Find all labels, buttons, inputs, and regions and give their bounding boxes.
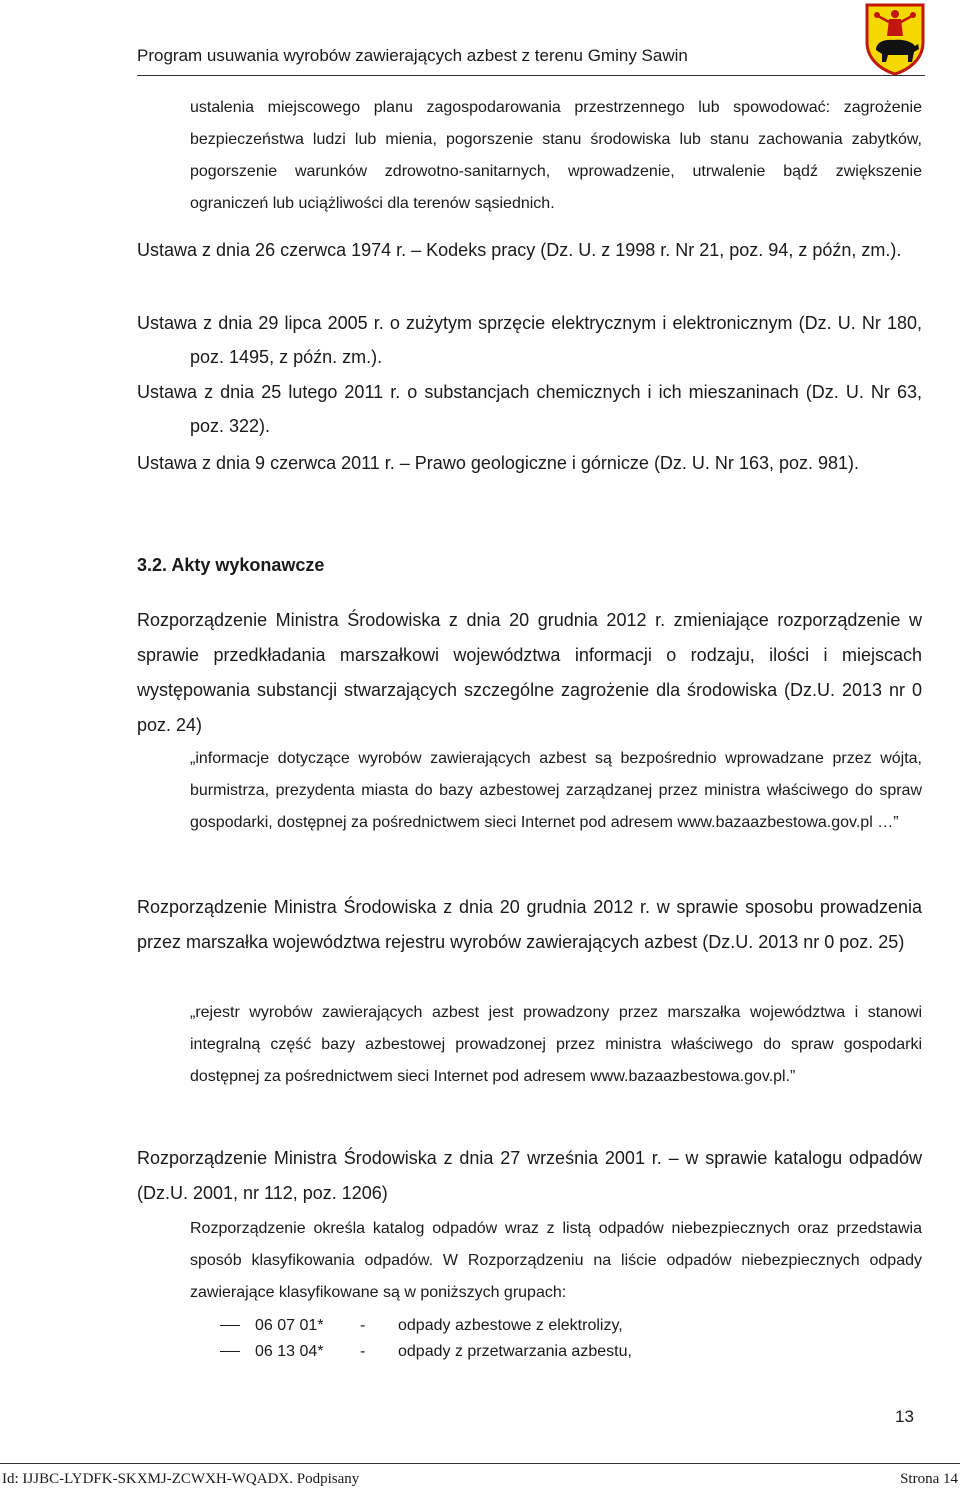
waste-code: 06 13 04* [255,1343,324,1360]
regulation-quote: „informacje dotyczące wyrobów zawierających azbest są bezpośrednio wprowadzane przez wójta, burmistrza, prezydenta miasta do bazy azbestowej zarządzanej przez ministra właściwego do spraw gospodarki, dostępnej za pośrednictwem sieci Internet pod adresem www.bazaazbestowa.gov.pl …” [190,750,922,831]
coat-of-arms-icon [864,2,926,76]
act-item: Ustawa z dnia 29 lipca 2005 r. o zużytym sprzęcie elektrycznym i elektronicznym (Dz. U. Nr 180, poz. 1495, z późn. zm.). [137,313,922,367]
list-dash [220,1351,240,1352]
list-dash [220,1325,240,1326]
act-item: Ustawa z dnia 25 lutego 2011 r. o substancjach chemicznych i ich mieszaninach (Dz. U. Nr 63, poz. 322). [137,382,922,436]
page-number: 13 [895,1407,914,1426]
footer-rule [0,1463,960,1464]
waste-code-description: odpady z przetwarzania azbestu, [398,1343,632,1360]
act-item: Ustawa z dnia 9 czerwca 2011 r. – Prawo geologiczne i górnicze (Dz. U. Nr 163, poz. 981). [137,453,860,473]
intro-paragraph: ustalenia miejscowego planu zagospodarowania przestrzennego lub spowodować: zagrożenie bezpieczeństwa ludzi lub mienia, pogorszenie stanu środowiska lub stanu zachowania zabytków, pogorszenie warunków zdrowotno-sanitarnych, wprowadzenie, utrwalenie bądź zwiększenie ograniczeń lub uciążliwości dla terenów sąsiednich. [190,99,922,212]
header-rule [137,75,925,76]
waste-code: 06 07 01* [255,1317,324,1334]
regulation-text: Rozporządzenie Ministra Środowiska z dnia 20 grudnia 2012 r. w sprawie sposobu prowadzenia przez marszałka województwa rejestru wyrobów zawierających azbest (Dz.U. 2013 nr 0 poz. 25) [137,897,922,952]
footer-page-label: Strona 14 [900,1471,958,1487]
regulation-quote: Rozporządzenie określa katalog odpadów wraz z listą odpadów niebezpiecznych oraz przedstawia sposób klasyfikowania odpadów. W Rozporządzeniu na liście odpadów niebezpiecznych odpady zawierające klasyfikowane są w poniższych grupach: [190,1220,922,1301]
waste-code-separator: - [360,1343,366,1360]
waste-code-description: odpady azbestowe z elektrolizy, [398,1317,623,1334]
footer-document-id: Id: IJJBC-LYDFK-SKXMJ-ZCWXH-WQADX. Podpisany [2,1471,360,1487]
document-header-title: Program usuwania wyrobów zawierających azbest z terenu Gminy Sawin [137,46,688,65]
regulation-quote: „rejestr wyrobów zawierających azbest jest prowadzony przez marszałka województwa i stanowi integralną część bazy azbestowej prowadzonej przez ministra właściwego do spraw gospodarki dostępnej za pośrednictwem sieci Internet pod adresem www.bazaazbestowa.gov.pl.” [190,1004,922,1085]
regulation-text: Rozporządzenie Ministra Środowiska z dnia 27 września 2001 r. – w sprawie katalogu odpadów (Dz.U. 2001, nr 112, poz. 1206) [137,1148,922,1203]
regulation-text: Rozporządzenie Ministra Środowiska z dnia 20 grudnia 2012 r. zmieniające rozporządzenie w sprawie przedkładania marszałkowi województwa informacji o rodzaju, ilości i miejscach występowania substancji stwarzających szczególne zagrożenie dla środowiska (Dz.U. 2013 nr 0 poz. 24) [137,610,922,735]
waste-code-separator: - [360,1317,366,1334]
act-item: Ustawa z dnia 26 czerwca 1974 r. – Kodeks pracy (Dz. U. z 1998 r. Nr 21, poz. 94, z późn, zm.). [137,240,902,260]
section-title: 3.2. Akty wykonawcze [137,555,325,575]
